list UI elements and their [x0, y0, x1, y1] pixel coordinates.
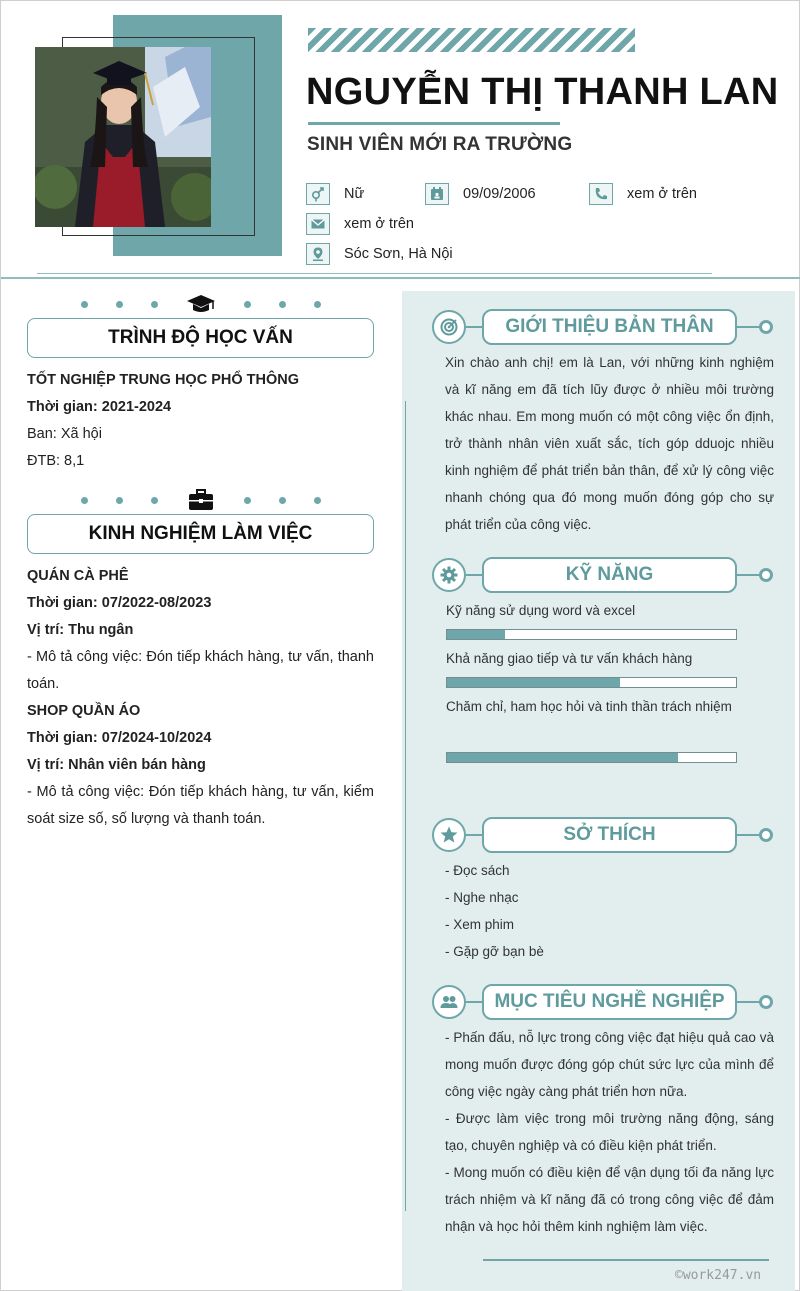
skill-label: Chăm chỉ, ham học hỏi và tinh thần trách nhiệm: [446, 699, 732, 714]
watermark: ©work247.vn: [675, 1268, 762, 1283]
hobby-item: - Nghe nhạc: [445, 890, 519, 905]
skill-label: Kỹ năng sử dụng word và excel: [446, 603, 636, 618]
hobby-item: - Xem phim: [445, 917, 515, 932]
skills-heading: KỸ NĂNG: [482, 557, 737, 593]
hobbies-list: [445, 857, 774, 965]
job-description: - Mô tả công việc: Đón tiếp khách hàng, tư vấn, kiểm soát size số, số lượng và thanh toán.: [27, 784, 374, 827]
right-panel-line: [405, 401, 406, 1211]
address-value: Sóc Sơn, Hà Nội: [344, 246, 453, 262]
location-icon: [306, 243, 330, 265]
header-divider-thin: [37, 273, 712, 274]
job-1: [27, 563, 374, 698]
skill-label: Khả năng giao tiếp và tư vấn khách hàng: [446, 651, 693, 666]
bottom-divider: [483, 1259, 769, 1261]
skill-bar: [446, 629, 737, 640]
calendar-icon: [425, 183, 449, 205]
email-value: xem ở trên: [344, 216, 414, 232]
education-time: Thời gian: 2021-2024: [27, 399, 172, 415]
birthday-field: [425, 183, 536, 205]
education-dots: [81, 292, 321, 316]
header-divider: [1, 277, 800, 279]
gender-field: [306, 183, 364, 205]
candidate-name: NGUYỄN THỊ THANH LAN: [306, 71, 779, 113]
email-field: [306, 213, 414, 235]
gender-value: Nữ: [344, 186, 365, 202]
goals-list: [445, 1024, 774, 1240]
skill-bar: [446, 752, 737, 763]
goals-heading: MỤC TIÊU NGHỀ NGHIỆP: [482, 984, 737, 1020]
goal-item: - Mong muốn có điều kiện để vận dụng tối đa năng lực trách nhiệm và kĩ năng đã có trong công việc để đảm nhận và học hỏi thêm kinh nghiệm làm việc.: [445, 1165, 774, 1234]
decorative-stripe: [308, 28, 635, 52]
briefcase-icon: [186, 488, 216, 512]
graduation-cap-icon: [186, 292, 216, 316]
phone-icon: [589, 183, 613, 205]
profile-photo: [35, 47, 211, 227]
job-time: Thời gian: 07/2024-10/2024: [27, 730, 212, 746]
candidate-role: SINH VIÊN MỚI RA TRƯỜNG: [307, 134, 573, 155]
address-field: [306, 243, 453, 265]
email-icon: [306, 213, 330, 235]
target-icon: [432, 310, 466, 344]
birthday-value: 09/09/2006: [463, 186, 536, 202]
job-company: SHOP QUẦN ÁO: [27, 703, 141, 719]
phone-value: xem ở trên: [627, 186, 697, 202]
name-underline: [308, 122, 560, 125]
about-heading: GIỚI THIỆU BẢN THÂN: [482, 309, 737, 345]
job-description: - Mô tả công việc: Đón tiếp khách hàng, tư vấn, thanh toán.: [27, 649, 374, 692]
people-icon: [432, 985, 466, 1019]
phone-field: [589, 183, 697, 205]
skill-bar: [446, 677, 737, 688]
about-text: Xin chào anh chị! em là Lan, với những kinh nghiệm và kĩ năng em đã tích lũy được ở nhiều môi trường khác nhau. Em mong muốn có một công việc ổn định, trở thành nhân viên xuất sắc, tích góp dduojc nhiều kinh nghiệm để phát triển bản thân, để xử lý công việc nhanh chóng qua đó mong muốn đóng góp cho sự phát triển của công việc.: [445, 355, 774, 532]
education-content: [27, 367, 374, 475]
experience-heading: KINH NGHIỆM LÀM VIỆC: [27, 514, 374, 554]
job-company: QUÁN CÀ PHÊ: [27, 568, 129, 584]
job-2: [27, 698, 374, 833]
education-major: Ban: Xã hội: [27, 426, 102, 442]
education-gpa: ĐTB: 8,1: [27, 453, 85, 469]
gender-icon: [306, 183, 330, 205]
education-heading: TRÌNH ĐỘ HỌC VẤN: [27, 318, 374, 358]
experience-dots: [81, 488, 321, 512]
hobby-item: - Gặp gỡ bạn bè: [445, 944, 544, 959]
gear-icon: [432, 558, 466, 592]
goal-item: - Được làm việc trong môi trường năng động, sáng tạo, chuyên nghiệp và có điều kiện phát triển.: [445, 1111, 774, 1153]
education-school: TỐT NGHIỆP TRUNG HỌC PHỔ THÔNG: [27, 372, 300, 388]
goal-item: - Phấn đấu, nỗ lực trong công việc đạt hiệu quả cao và mong muốn được đóng góp chút sức lực của mình để công việc ngày càng phát triển hơn nữa.: [445, 1030, 774, 1099]
hobby-item: - Đọc sách: [445, 863, 510, 878]
job-position: Vị trí: Thu ngân: [27, 622, 134, 638]
job-time: Thời gian: 07/2022-08/2023: [27, 595, 212, 611]
job-position: Vị trí: Nhân viên bán hàng: [27, 757, 206, 773]
experience-content: [27, 563, 374, 833]
graduate-photo-illustration: [35, 47, 211, 227]
hobbies-heading: SỞ THÍCH: [482, 817, 737, 853]
star-icon: [432, 818, 466, 852]
